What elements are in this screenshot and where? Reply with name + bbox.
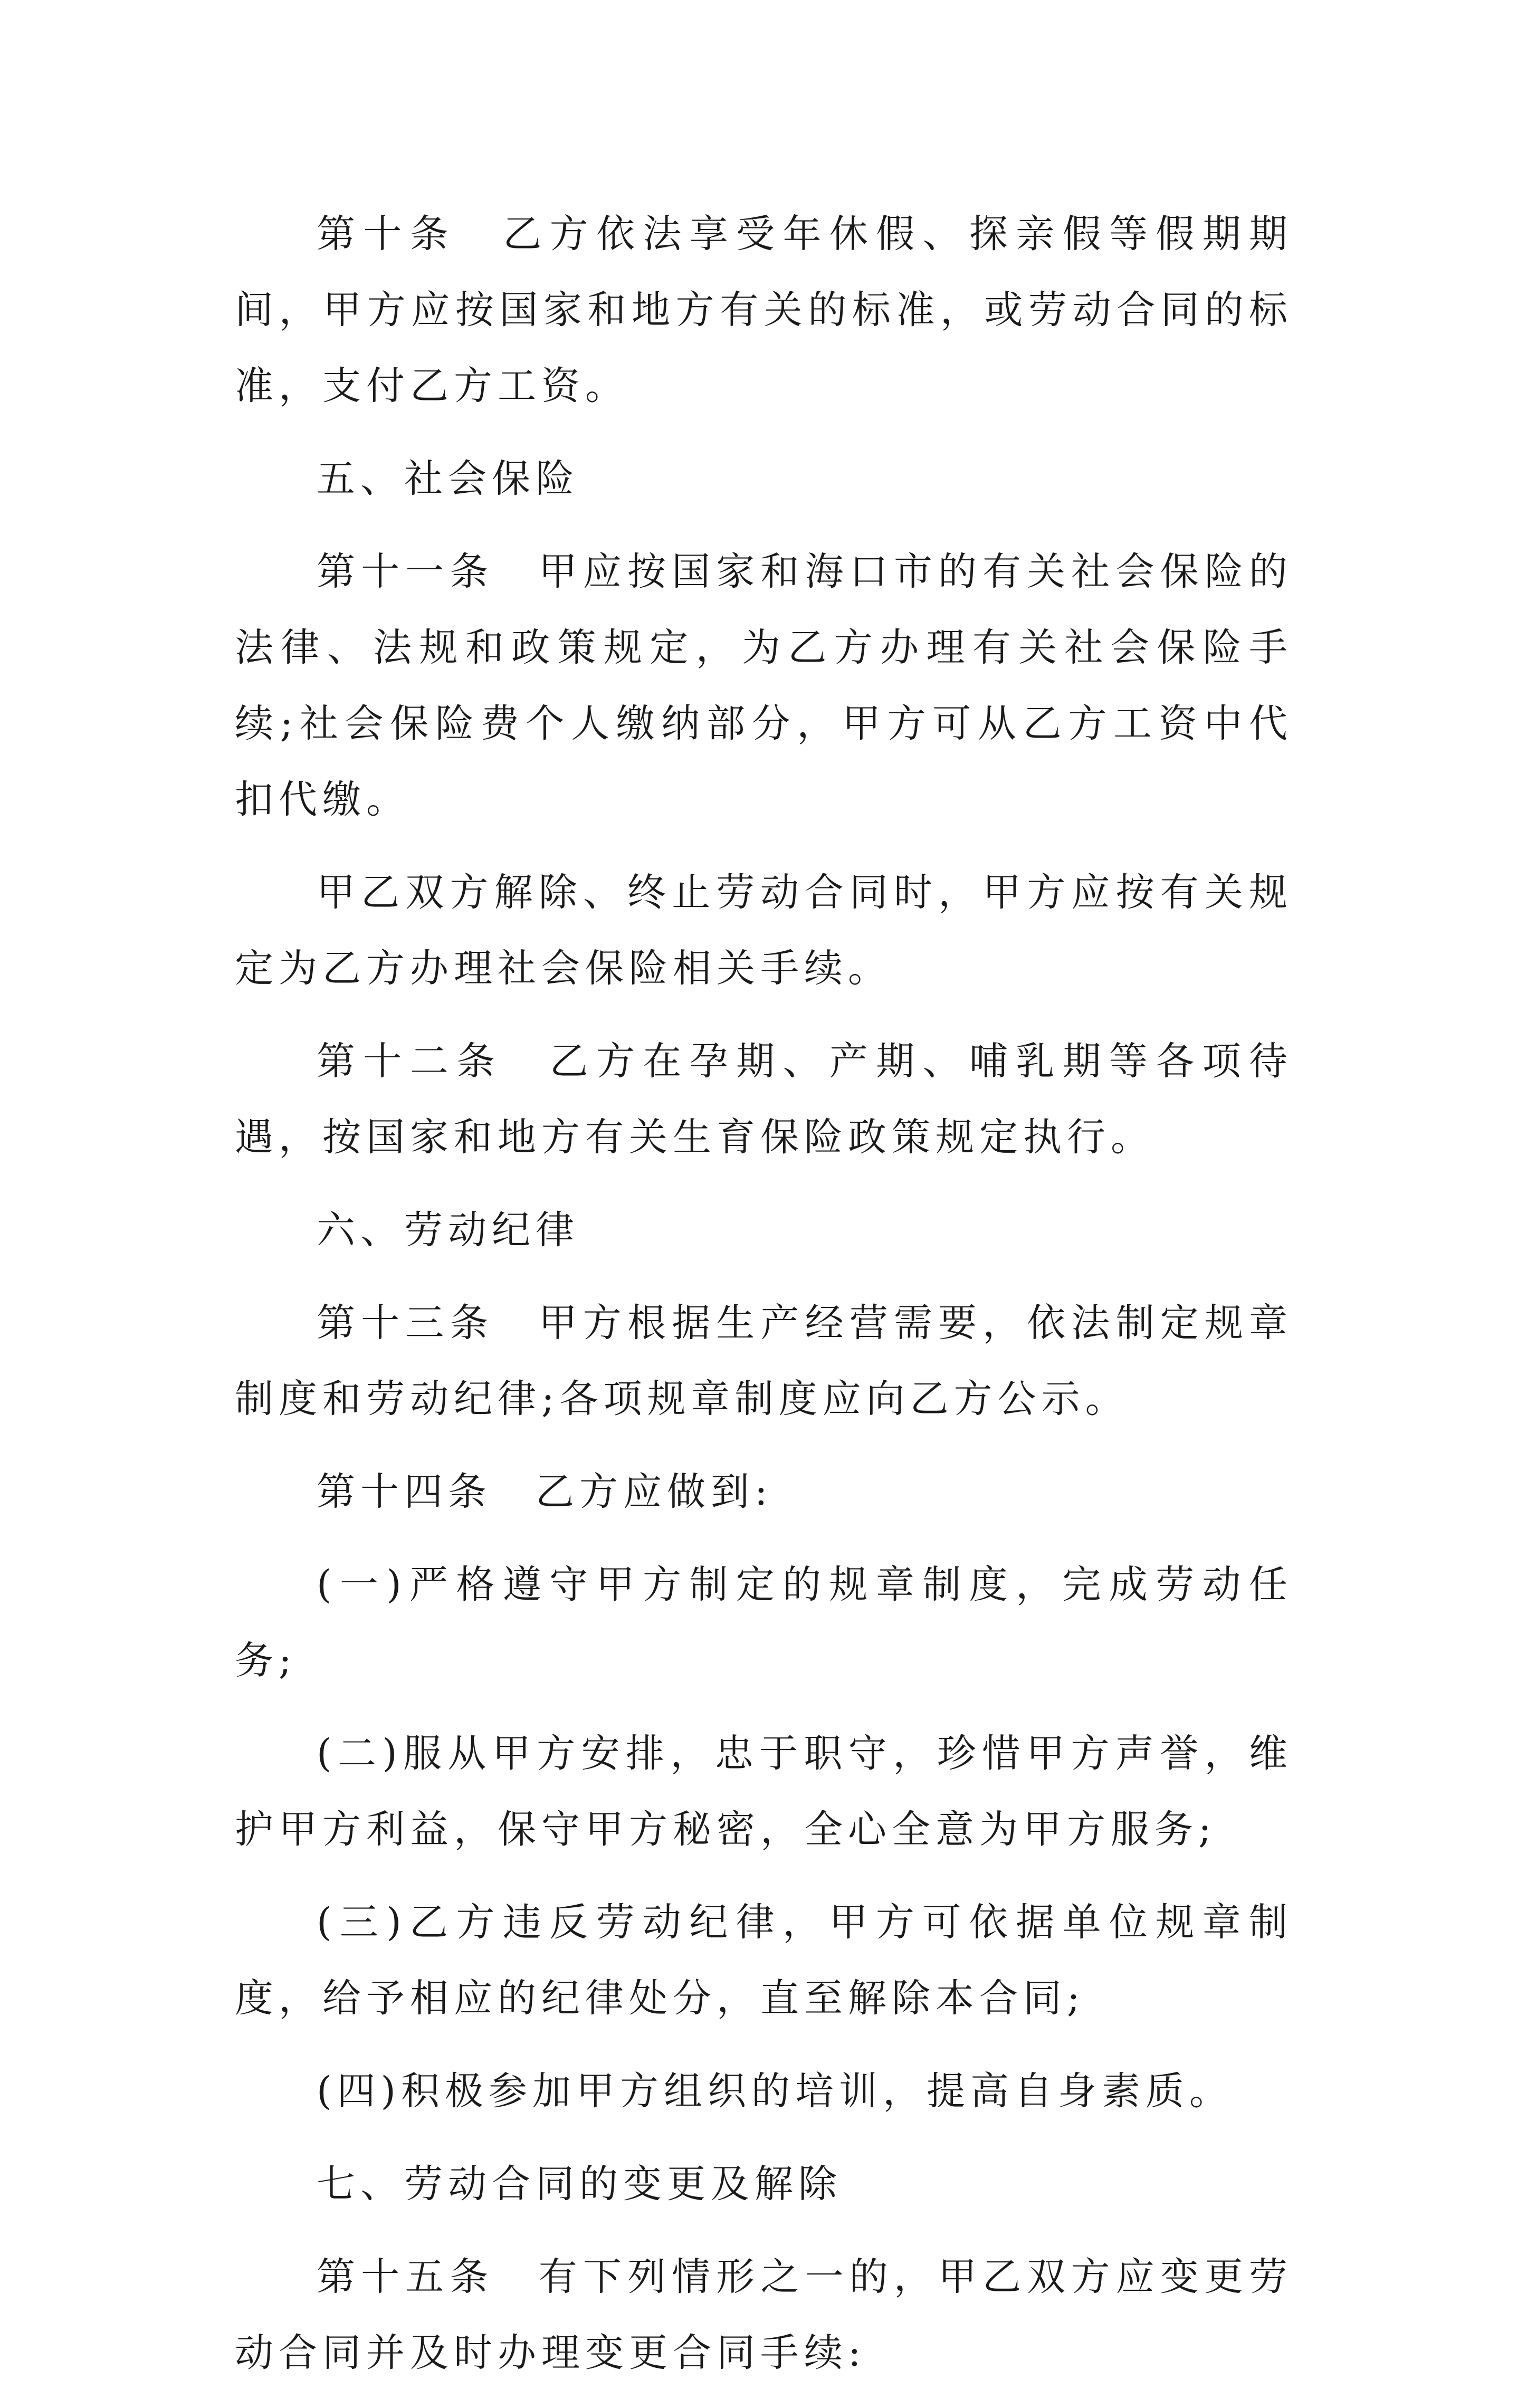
article-14-item-1: (一)严格遵守甲方制定的规章制度，完成劳动任务; xyxy=(235,1562,1293,1683)
section-heading-labor-discipline: 六、劳动纪律 xyxy=(317,1208,579,1253)
article-12: 第十二条 乙方在孕期、产期、哺乳期等各项待遇，按国家和地方有关生育保险政策规定执行。 xyxy=(235,1039,1293,1160)
article-11: 第十一条 甲应按国家和海口市的有关社会保险的法律、法规和政策规定，为乙方办理有关社会保险手续;社会保险费个人缴纳部分，甲方可从乙方工资中代扣代缴。 xyxy=(235,549,1293,822)
paragraph-termination-insurance: 甲乙双方解除、终止劳动合同时，甲方应按有关规定为乙方办理社会保险相关手续。 xyxy=(235,870,1293,991)
article-14-item-3: (三)乙方违反劳动纪律，甲方可依据单位规章制度，给予相应的纪律处分，直至解除本合同; xyxy=(235,1900,1293,2021)
article-13: 第十三条 甲方根据生产经营需要，依法制定规章制度和劳动纪律;各项规章制度应向乙方公示。 xyxy=(235,1301,1293,1421)
article-14-item-4: (四)积极参加甲方组织的培训，提高自身素质。 xyxy=(317,2069,1233,2114)
article-10: 第十条 乙方依法享受年休假、探亲假等假期期间，甲方应按国家和地方有关的标准，或劳动合同的标准，支付乙方工资。 xyxy=(235,212,1293,408)
article-15: 第十五条 有下列情形之一的，甲乙双方应变更劳动合同并及时办理变更合同手续: xyxy=(235,2254,1293,2375)
section-heading-social-insurance: 五、社会保险 xyxy=(317,456,579,501)
article-14: 第十四条 乙方应做到: xyxy=(317,1469,773,1514)
article-14-item-2: (二)服从甲方安排，忠于职守，珍惜甲方声誉，维护甲方利益，保守甲方秘密，全心全意为甲方服务; xyxy=(235,1731,1293,1852)
document-body xyxy=(235,196,1293,2408)
section-heading-contract-change: 七、劳动合同的变更及解除 xyxy=(317,2162,842,2206)
